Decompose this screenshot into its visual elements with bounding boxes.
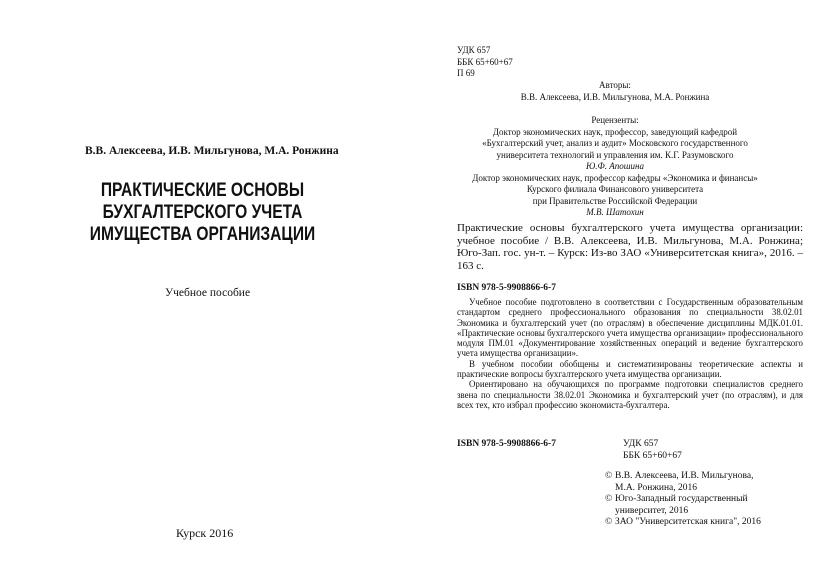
- reviewers-label: Рецензенты:: [591, 115, 639, 125]
- title-page: [0, 0, 405, 579]
- title-line: ПРАКТИЧЕСКИЕ ОСНОВЫ: [100, 180, 305, 201]
- bbk-code: ББК 65+60+67: [457, 56, 513, 67]
- reviewer1-line: Доктор экономических наук, профессор, заведующий кафедрой: [492, 126, 738, 137]
- copyright-symbol: ©: [605, 517, 613, 527]
- copyright-symbol: ©: [605, 494, 613, 504]
- city-year: Курск 2016: [176, 526, 234, 540]
- copyright-entry: [605, 494, 761, 506]
- authors-names: В.В. Алексеева, И.В. Мильгунова, М.А. Ронжина: [520, 91, 710, 102]
- reviewer2-line: Курского филиала Финансового университета: [526, 184, 704, 194]
- authors-label: Авторы:: [599, 80, 631, 90]
- copyright-holder: В.В. Алексеева, И.В. Мильгунова,: [615, 471, 754, 481]
- bbk-code: ББК 65+60+67: [623, 451, 682, 461]
- author-mark: П 69: [457, 68, 475, 78]
- udk-code: УДК 657: [623, 439, 659, 449]
- reviewer1-line: «Бухгалтерский учет, анализ и аудит» Московского государственного: [482, 138, 748, 148]
- reviewer1-line: университета технологий и управления им. К.Г. Разумовского: [496, 149, 734, 160]
- copyright-holder-cont: М.А. Ронжина, 2016: [615, 482, 698, 493]
- annotation-paragraph: Ориентировано на обучающихся по программе подготовки специалистов среднего звена по специальности 38.02.01 Экономика и бухгалтерский учет (по отраслям), и для всех тех, кто избрал профессию экономиста-бухгалтера.: [457, 379, 803, 410]
- copyright-entry: [605, 517, 761, 529]
- bibliographic-description: Практические основы бухгалтерского учета имущества организации: учебное пособие / В.В. Алексеева, И.В. Мильгунова, М.А. Ронжина; Юго-Зап. гос. ун-т. – Курск: Из-во ЗАО «Университетская книга», 2016. – 163 с.: [457, 222, 803, 272]
- reviewer1-name: Ю.Ф. Апошина: [585, 161, 645, 171]
- classification-codes: [457, 45, 513, 80]
- isbn-bottom: ISBN 978-5-9908866-6-7: [457, 439, 556, 449]
- book-subtitle: Учебное пособие: [165, 287, 251, 299]
- reviewer2-line: при Правительстве Российской Федерации: [532, 195, 698, 206]
- reviewers-block: [445, 115, 785, 219]
- title-line: БУХГАЛТЕРСКОГО УЧЕТА: [102, 202, 303, 223]
- imprint-page: [405, 0, 819, 579]
- authors-line: В.В. Алексеева, И.В. Мильгунова, М.А. Ронжина: [85, 145, 339, 157]
- book-title: [77, 180, 327, 246]
- copyright-symbol: ©: [605, 471, 613, 481]
- classification-codes-bottom: [623, 438, 682, 462]
- copyright-entry: [605, 471, 761, 483]
- title-line: ИМУЩЕСТВА ОРГАНИЗАЦИИ: [89, 224, 316, 245]
- reviewer2-line: Доктор экономических наук, профессор кафедры «Экономика и финансы»: [472, 172, 758, 183]
- copyright-holder: Юго-Западный государственный: [615, 494, 748, 504]
- annotation: [457, 297, 803, 410]
- copyright-block: [605, 471, 761, 529]
- authors-block: [445, 80, 785, 103]
- annotation-paragraph: В учебном пособии обобщены и систематизированы теоретические аспекты и практические вопросы бухгалтерского учета имущества организации.: [457, 358, 803, 380]
- reviewer2-name: М.В. Шатохин: [586, 207, 644, 217]
- annotation-paragraph: Учебное пособие подготовлено в соответствии с Государственным образовательным стандартом среднего профессионального образования по специальности 38.02.01 Экономика и бухгалтерский учет (по отраслям) в обеспечение дисциплины МДК.01.01. «Практические основы бухгалтерского учета имущества организации» профессионального модуля ПМ.01 «Документирование хозяйственных операций и ведение бухгалтерского учета имущества организации».: [457, 297, 803, 359]
- copyright-holder: ЗАО "Университетская книга", 2016: [615, 517, 761, 527]
- udk-code: УДК 657: [457, 45, 491, 55]
- isbn: ISBN 978-5-9908866-6-7: [457, 283, 556, 293]
- copyright-holder-cont: университет, 2016: [615, 505, 689, 516]
